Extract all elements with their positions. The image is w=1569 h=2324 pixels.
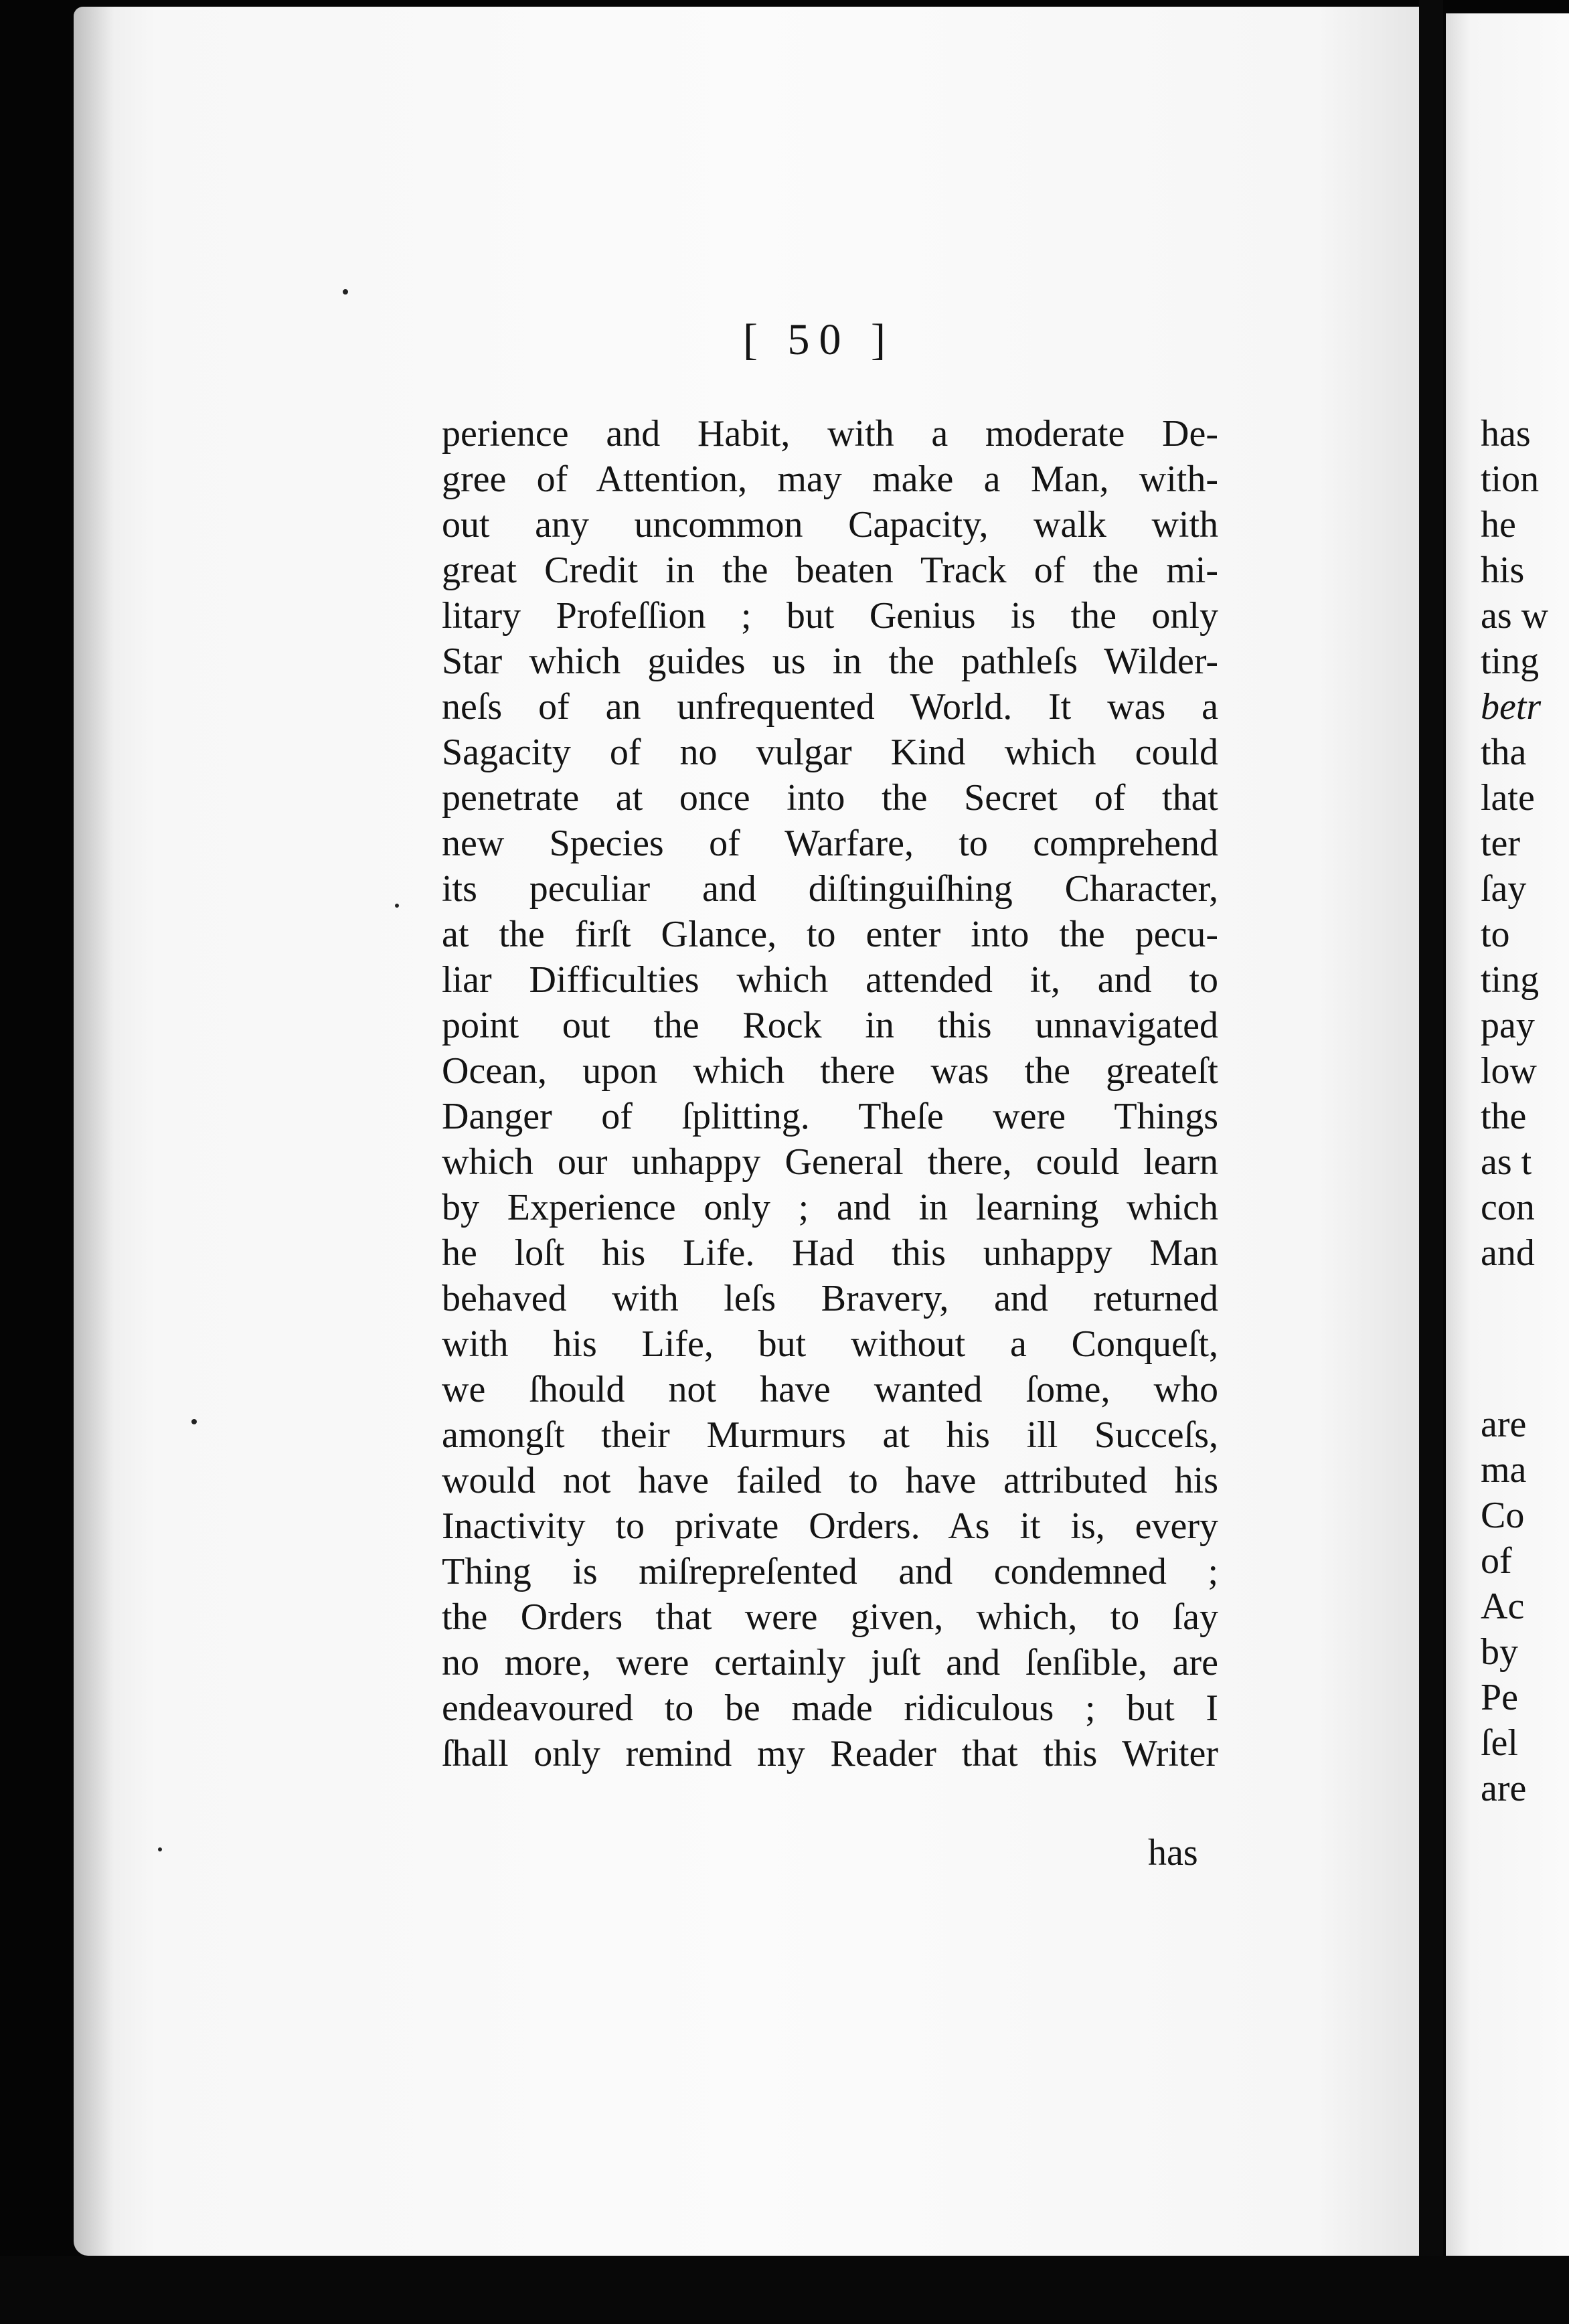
text-line: endeavoured to be made ridiculous ; but I <box>442 1687 1218 1729</box>
body-text <box>442 411 1218 1776</box>
facing-page-line-fragment: are <box>1481 1404 1527 1445</box>
scan-bottom-border <box>0 2256 1569 2324</box>
text-line: with his Life, but without a Conqueſt, <box>442 1323 1218 1365</box>
facing-page-line-fragment: Ac <box>1481 1586 1525 1627</box>
facing-page-fragments-top <box>1481 411 1569 1276</box>
text-line: point out the Rock in this unnavigated <box>442 1005 1218 1046</box>
text-line: perience and Habit, with a moderate De- <box>442 413 1218 454</box>
facing-page-line-fragment: tha <box>1481 732 1527 773</box>
facing-page-line-fragment: as t <box>1481 1141 1532 1183</box>
facing-page-line-fragment: ting <box>1481 641 1540 682</box>
page-edge-shadow <box>74 7 114 2256</box>
facing-page-line-fragment: and <box>1481 1232 1535 1274</box>
text-line: which our unhappy General there, could learn <box>442 1141 1218 1183</box>
text-line: new Species of Warfare, to comprehend <box>442 823 1218 864</box>
text-line: Ocean, upon which there was the greateſt <box>442 1050 1218 1092</box>
facing-page-line-fragment: con <box>1481 1187 1535 1228</box>
facing-page-line-fragment: Pe <box>1481 1677 1518 1718</box>
text-line: Danger of ſplitting. Theſe were Things <box>442 1096 1218 1137</box>
text-line: at the firſt Glance, to enter into the pecu- <box>442 914 1218 955</box>
facing-page-line-fragment: to <box>1481 914 1510 955</box>
text-line: penetrate at once into the Secret of that <box>442 777 1218 819</box>
text-line: Inactivity to private Orders. As it is, every <box>442 1505 1218 1547</box>
catchword: has <box>1148 1832 1198 1874</box>
text-line: liar Difficulties which attended it, and to <box>442 959 1218 1001</box>
text-line: behaved with leſs Bravery, and returned <box>442 1278 1218 1319</box>
text-line: Sagacity of no vulgar Kind which could <box>442 732 1218 773</box>
facing-page-line-fragment: of <box>1481 1540 1512 1582</box>
text-line: the Orders that were given, which, to ſay <box>442 1596 1218 1638</box>
ink-speck <box>395 904 399 908</box>
ink-speck <box>343 289 348 295</box>
facing-page-line-fragment: pay <box>1481 1005 1535 1046</box>
facing-page-line-fragment: he <box>1481 504 1516 546</box>
facing-page-line-fragment: ter <box>1481 823 1521 864</box>
facing-page-line-fragment: ſay <box>1481 868 1527 910</box>
text-line: no more, were certainly juſt and ſenſible, are <box>442 1642 1218 1683</box>
text-line: ſhall only remind my Reader that this Writer <box>442 1733 1218 1774</box>
page-number: [ 50 ] <box>743 315 895 364</box>
text-line: he loſt his Life. Had this unhappy Man <box>442 1232 1218 1274</box>
facing-page-line-fragment: ſel <box>1481 1722 1518 1764</box>
text-line: amongſt their Murmurs at his ill Succeſs, <box>442 1414 1218 1456</box>
facing-page-line-fragment: his <box>1481 550 1525 591</box>
text-line: great Credit in the beaten Track of the mi- <box>442 550 1218 591</box>
facing-page-line-fragment: as w <box>1481 595 1549 637</box>
ink-speck <box>191 1419 197 1424</box>
text-line: gree of Attention, may make a Man, with- <box>442 459 1218 500</box>
facing-page-line-fragment: are <box>1481 1768 1527 1809</box>
facing-page-line-fragment: betr <box>1481 686 1542 728</box>
text-line: out any uncommon Capacity, walk with <box>442 504 1218 546</box>
ink-speck <box>158 1847 162 1851</box>
text-line: litary Profeſſion ; but Genius is the only <box>442 595 1218 637</box>
facing-page-fragments-bottom <box>1481 1402 1569 1811</box>
facing-page-line-fragment: Co <box>1481 1495 1525 1536</box>
text-line: its peculiar and diſtinguiſhing Character, <box>442 868 1218 910</box>
facing-page-line-fragment: ting <box>1481 959 1540 1001</box>
text-line: Star which guides us in the pathleſs Wilder- <box>442 641 1218 682</box>
text-line: by Experience only ; and in learning which <box>442 1187 1218 1228</box>
facing-page-line-fragment: low <box>1481 1050 1537 1092</box>
facing-page-line-fragment: ma <box>1481 1449 1527 1491</box>
text-line: neſs of an unfrequented World. It was a <box>442 686 1218 728</box>
text-line: would not have failed to have attributed his <box>442 1460 1218 1501</box>
facing-page-line-fragment: by <box>1481 1631 1518 1673</box>
facing-page-line-fragment: has <box>1481 413 1531 454</box>
facing-page-line-fragment: tion <box>1481 459 1540 500</box>
text-line: Thing is miſrepreſented and condemned ; <box>442 1551 1218 1592</box>
book-gutter <box>1419 0 1443 2324</box>
facing-page-line-fragment: the <box>1481 1096 1527 1137</box>
text-line: we ſhould not have wanted ſome, who <box>442 1369 1218 1410</box>
facing-page-line-fragment: late <box>1481 777 1535 819</box>
